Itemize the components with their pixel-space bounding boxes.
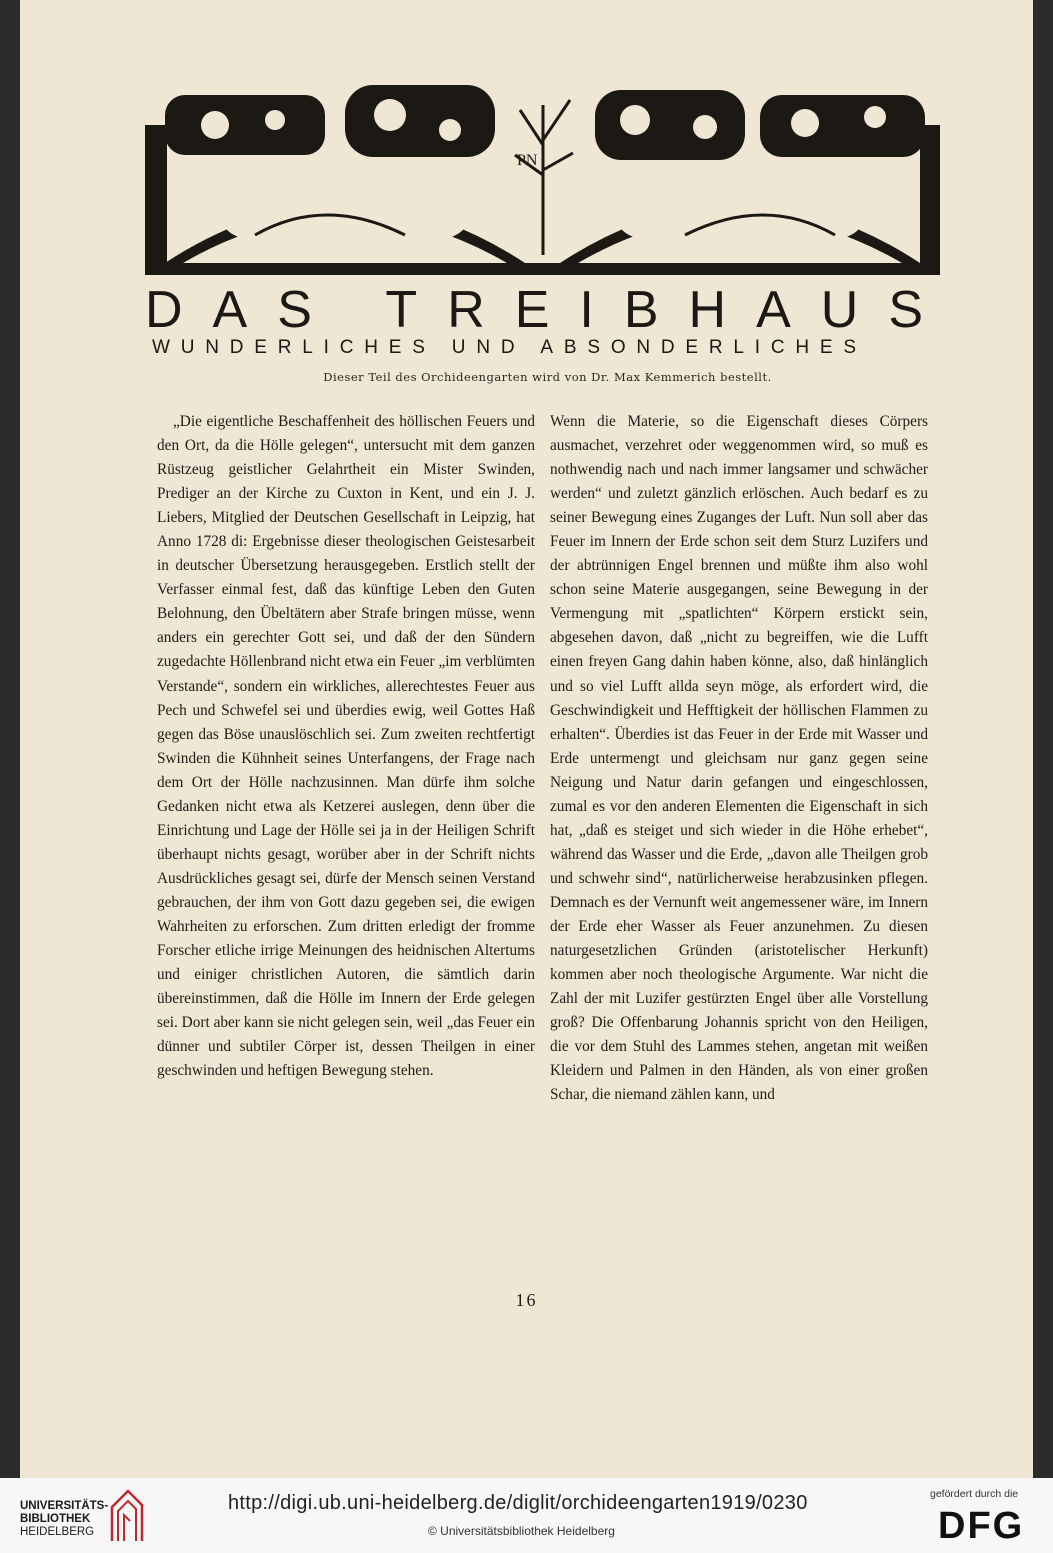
text-column-left: „Die eigentliche Beschaffenheit des höllischen Feuers und den Ort, da die Hölle gelegen“, untersucht mit dem ganzen Rüstzeug geistlicher Gelahrtheit ein Mister Swinden, Prediger an der Kirche zu Cuxton in Kent, und ein J. J. Liebers, Mitglied der Deutschen Gesellschaft in Leipzig, hat Anno 1728 di: Ergebnisse dieser theologischen Geistesarbeit in deutscher Übersetzung herausgegeben. Erstlich stellt der Verfasser einmal fest, daß das künftige Leben den Guten Belohnung, den Übeltätern aber Strafe bringen müsse, wenn anders ein gerechter Gott sei, und daß der den Sündern zugedachte Höllenbrand nicht etwa ein Feuer „im verblümten Verstande“, sondern ein wirkliches, allerechtestes Feuer aus Pech und Schwefel sei und überdies ewig, weil Gottes Haß gegen das Böse unauslöschlich sei. Zum zweiten rechtfertigt Swinden die Kühnheit seines Unterfangens, der Frage nach dem Ort der Hölle nachzusinnen. Man dürfe ihm solche Gedanken nicht etwa als Ketzerei auslegen, denn über die Einrichtung und Lage der Hölle sei ja in der Heiligen Schrift überhaupt nichts gesagt, worüber aber in der Schrift nichts Ausdrückliches gesagt sei, dürfe der Mensch seinen Verstand gebrauchen, der ihm von Gott dazu gegeben sei, die ewigen Wahrheiten zu erforschen. Zum dritten erledigt der fromme Forscher etliche irrige Meinungen des heidnischen Altertums und einiger christlichen Autoren, die sämtlich darin übereinstimmen, daß die Hölle im Innern der Erde gelegen sei. Dort aber kann sie nicht gelegen sein, weil „das Feuer ein dünner und subtiler Cörper ist, dessen Theilgen in einer geschwinden und heftigen Bewegung stehen. [157,413,535,1080]
library-name-line2: BIBLIOTHEK [20,1513,91,1525]
viewer-footer [0,1478,1053,1553]
page-number: 16 [515,1290,538,1310]
copyright-notice: © Universitätsbibliothek Heidelberg [428,1524,615,1538]
library-name-line3: HEIDELBERG [20,1526,95,1538]
section-note: Dieser Teil des Orchideengarten wird von Dr. Max Kemmerich bestellt. [323,370,772,384]
floral-vignette [145,85,940,275]
page-title: DAS TREIBHAUS [145,281,954,339]
funding-label: gefördert durch die [930,1488,1019,1500]
library-name-line1: UNIVERSITÄTS- [20,1500,109,1512]
text-column-right: Wenn die Materie, so die Eigenschaft dieses Cörpers ausmachet, verzehret oder weggenommen wird, so muß es nothwendig nach und nach immer langsamer und schwächer werden“ und zuletzt gänzlich erlöschen. Auch bedarf es zu seiner Bewegung eines Zuganges der Luft. Nun soll aber das Feuer im Innern der Erde schon seit dem Sturz Luzifers und der abtrünnigen Engel brennen und müßte ihm also wohl schon seine Materie ausgegangen, seine Bewegung in der Vermengung mit „spatlichten“ Körpern erstickt sein, abgesehen davon, daß „nicht zu begreiffen, wie die Lufft einen freyen Gang dahin haben könne, also, daß hinlänglich und so viel Lufft allda seyn möge, als erfordert wird, die Geschwindigkeit und Hefftigkeit der höllischen Flammen zu erhalten“. Überdies ist das Feuer in der Erde mit Wasser und Erde untermengt und gleichsam nur ganz gegen seine Neigung und Natur darin gefangen und eingeschlossen, zumal es vor den anderen Elementen die Eigenschaft in sich hat, „daß es steiget und sich wieder in die Höhe erhebet“, während das Wasser und die Erde, „davon alle Theilgen grob und schwehr sind“, natürlicherweise herabzusinken pflegen. Demnach es der Vernunft weit angemessener wäre, im Innern der Erde eher Wasser als Feuer anzunehmen. Zu diesen naturgesetzlichen Gründen (aristotelischer Herkunft) kommen aber noch theologische Argumente. War nicht die Zahl der mit Luzifer gestürzten Engel über alle Vorstellung groß? Die Offenbarung Johannis spricht von den Heiligen, die vor dem Stuhl des Lammes stehen, angetan mit weißen Kleidern und Palmen in den Händen, als von einer großen Schar, die niemand zählen kann, und [550,413,928,1104]
library-logo-text[interactable] [20,1500,108,1539]
library-logo-icon[interactable] [108,1487,146,1545]
document-url-link[interactable]: http://digi.ub.uni-heidelberg.de/diglit/orchideengarten1919/0230 [228,1492,808,1514]
dfg-logo[interactable]: DFG [938,1505,1025,1547]
page-subtitle: WUNDERLICHES UND ABSONDERLICHES [152,337,867,358]
vignette-monogram: PN [517,152,538,169]
